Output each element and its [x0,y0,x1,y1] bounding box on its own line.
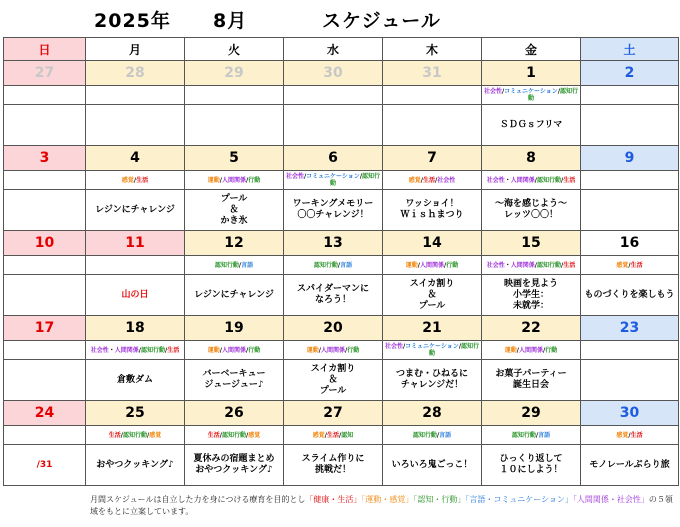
date-sun: 17 [4,316,86,341]
date-wed: 30 [284,61,383,86]
weekday-thu: 木 [383,38,482,61]
category-tag-tue: 運動/人間関係/行動 [185,171,284,190]
category-tag-sat: 感覚/生活 [581,256,679,275]
category-tag-thu [383,86,482,105]
date-wed: 27 [284,401,383,426]
event-mon: 倉敷ダム [86,360,185,401]
date-thu: 21 [383,316,482,341]
category-row [4,256,679,275]
category-tag-mon: 生活/認知行動/感覚 [86,426,185,445]
date-row [4,61,679,86]
date-sun: 3 [4,146,86,171]
category-tag-sun [4,171,86,190]
event-thu: いろいろ鬼ごっこ！ [383,445,482,486]
category-tag-fri: 社会性/コミュニケーション/認知行動 [482,86,581,105]
category-tag-mon: 社会性・人間関係/認知行動/生活 [86,341,185,360]
footer-domain-cognition: 「認知・行動」 [413,495,466,504]
event-mon: レジンにチャレンジ [86,190,185,231]
category-row [4,426,679,445]
event-fri: ひっくり返して １０にしよう！ [482,445,581,486]
date-row [4,401,679,426]
footer-domain-motor: 「運動・感覚」 [361,495,414,504]
category-tag-sat: 感覚/生活 [581,426,679,445]
date-thu: 14 [383,231,482,256]
date-mon: 18 [86,316,185,341]
event-thu: スイカ割り ＆ プール [383,275,482,316]
event-sat [581,105,679,146]
category-tag-sat [581,86,679,105]
weekday-fri: 金 [482,38,581,61]
date-fri: 15 [482,231,581,256]
category-row [4,341,679,360]
event-wed: スパイダーマンに なろう！ [284,275,383,316]
title-label: スケジュール [322,10,441,32]
date-sat: 16 [581,231,679,256]
event-tue: バーベーキュー ジュージュー♪ [185,360,284,401]
footer-domain-health: 「健康・生活」 [305,495,362,504]
event-sun [4,190,86,231]
calendar-body [4,38,679,486]
event-tue: プール ＆ かき氷 [185,190,284,231]
date-fri: 1 [482,61,581,86]
date-wed: 13 [284,231,383,256]
footer-note [90,494,675,518]
weekday-tue: 火 [185,38,284,61]
category-tag-wed: 感覚/生活/認知 [284,426,383,445]
event-sat [581,190,679,231]
weekday-mon: 月 [86,38,185,61]
date-fri: 22 [482,316,581,341]
category-tag-thu: 社会性/コミュニケーション/認知行動 [383,341,482,360]
category-tag-sun [4,86,86,105]
event-wed: スライム作りに 挑戦だ！ [284,445,383,486]
event-fri: 映画を見よう 小学生： 未就学： [482,275,581,316]
event-row [4,105,679,146]
weekday-sat: 土 [581,38,679,61]
category-tag-sat [581,171,679,190]
event-wed: ワーキングメモリー 〇〇チャレンジ！ [284,190,383,231]
date-fri: 29 [482,401,581,426]
date-sat: 9 [581,146,679,171]
event-tue [185,105,284,146]
category-tag-tue: 生活/認知行動/感覚 [185,426,284,445]
category-row [4,86,679,105]
date-row [4,146,679,171]
event-thu: ワッショイ！ Ｗｉｓｈまつり [383,190,482,231]
category-tag-fri: 運動/人間関係/行動 [482,341,581,360]
category-tag-thu: 運動/人間関係/行動 [383,256,482,275]
category-tag-fri: 社会性・人間関係/認知行動/生活 [482,171,581,190]
category-tag-tue: 運動/人間関係/行動 [185,341,284,360]
date-fri: 8 [482,146,581,171]
category-tag-sun [4,256,86,275]
category-row [4,171,679,190]
event-fri: ＳＤＧｓフリマ [482,105,581,146]
category-tag-mon [86,256,185,275]
date-sat: 2 [581,61,679,86]
event-wed: スイカ割り ＆ プール [284,360,383,401]
date-sun: 24 [4,401,86,426]
category-tag-sun [4,426,86,445]
event-mon: おやつクッキング♪ [86,445,185,486]
category-tag-tue: 認知行動/言語 [185,256,284,275]
category-tag-fri: 社会性・人間関係/認知行動/生活 [482,256,581,275]
date-mon: 4 [86,146,185,171]
event-mon [86,105,185,146]
category-tag-wed: 社会性/コミュニケーション/認知行動 [284,171,383,190]
title-year: 2025年 [94,10,171,32]
event-sun: /31 [4,445,86,486]
event-wed [284,105,383,146]
category-tag-sat [581,341,679,360]
calendar-table [3,37,679,486]
date-tue: 12 [185,231,284,256]
event-thu [383,105,482,146]
footer-domain-language: 「言語・コミュニケーション」 [465,495,573,504]
category-tag-wed: 認知行動/言語 [284,256,383,275]
date-sun: 27 [4,61,86,86]
date-wed: 6 [284,146,383,171]
event-row [4,445,679,486]
event-sun [4,105,86,146]
date-mon: 28 [86,61,185,86]
category-tag-fri: 認知行動/言語 [482,426,581,445]
category-tag-tue [185,86,284,105]
date-tue: 26 [185,401,284,426]
date-sat: 30 [581,401,679,426]
date-wed: 20 [284,316,383,341]
event-sat: モノレールぶらり旅 [581,445,679,486]
event-sun [4,275,86,316]
category-tag-thu: 感覚/生活/社会性 [383,171,482,190]
date-mon: 25 [86,401,185,426]
category-tag-thu: 認知行動/言語 [383,426,482,445]
category-tag-mon [86,86,185,105]
date-sat: 23 [581,316,679,341]
category-tag-wed [284,86,383,105]
footer-intro: 月間スケジュールは自立した力を身につける療育を目的とし [90,495,306,504]
event-tue: レジンにチャレンジ [185,275,284,316]
category-tag-mon: 感覚/生活 [86,171,185,190]
calendar-title [0,0,680,36]
weekday-sun: 日 [4,38,86,61]
date-thu: 7 [383,146,482,171]
event-tue: 夏休みの宿題まとめ おやつクッキング♪ [185,445,284,486]
event-mon: 山の日 [86,275,185,316]
event-row [4,190,679,231]
date-thu: 31 [383,61,482,86]
date-row [4,316,679,341]
footer-outro: の５領域をもとに立案しています。 [90,495,673,516]
date-tue: 5 [185,146,284,171]
weekday-wed: 水 [284,38,383,61]
event-row [4,360,679,401]
date-row [4,231,679,256]
title-month: 8月 [213,10,248,32]
category-tag-wed: 運動/人間関係/行動 [284,341,383,360]
event-row [4,275,679,316]
event-sat [581,360,679,401]
event-sun [4,360,86,401]
date-tue: 29 [185,61,284,86]
footer-domain-social: 「人間関係・社会性」 [572,495,649,504]
date-mon: 11 [86,231,185,256]
weekday-header-row [4,38,679,61]
date-sun: 10 [4,231,86,256]
date-thu: 28 [383,401,482,426]
category-tag-sun [4,341,86,360]
event-thu: つまむ・ひねるに チャレンジだ！ [383,360,482,401]
date-tue: 19 [185,316,284,341]
event-fri: ～海を感じよう～ レッツ〇〇！ [482,190,581,231]
event-sat: ものづくりを楽しもう [581,275,679,316]
event-fri: お菓子パーティー 誕生日会 [482,360,581,401]
